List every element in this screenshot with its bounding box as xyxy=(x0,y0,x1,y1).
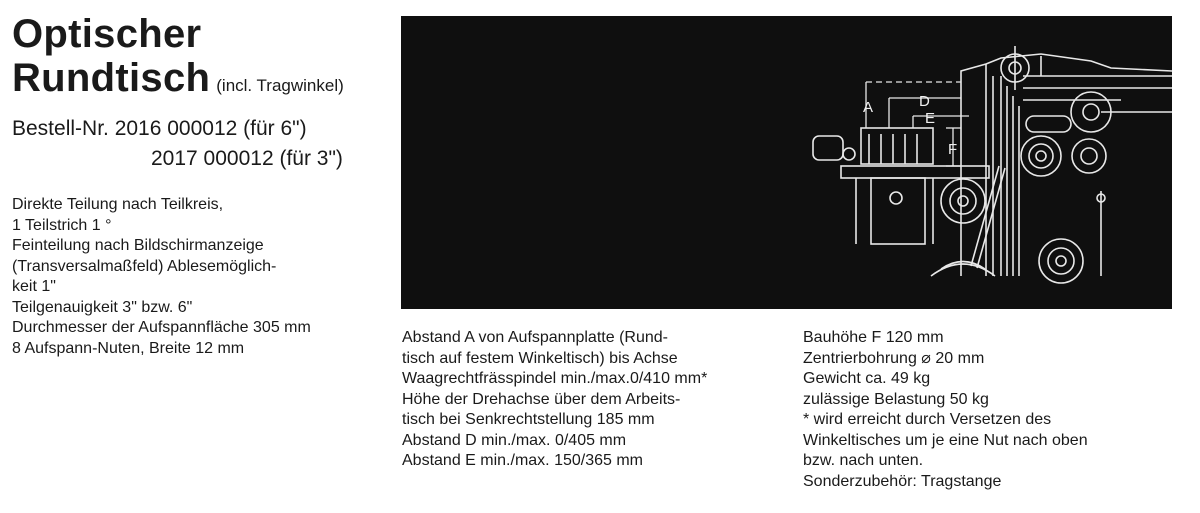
spec-line: Teilgenauigkeit 3" bzw. 6" xyxy=(12,298,193,316)
dimension-label-a: A xyxy=(863,99,874,116)
spec-line: Gewicht ca. 49 kg xyxy=(803,370,931,387)
spec-line: Bauhöhe F 120 mm xyxy=(803,329,944,346)
order-line-1: Bestell-Nr. 2016 000012 (für 6") xyxy=(12,117,307,140)
spec-line: * wird erreicht durch Versetzen des xyxy=(803,411,1052,428)
order-line-2: 2017 000012 (für 3") xyxy=(151,147,343,170)
spec-line: Waagrechtfrässpindel min./max.0/410 mm* xyxy=(402,370,708,387)
spec-column-2 xyxy=(402,328,707,472)
title-line-2 xyxy=(12,56,344,108)
title-main: Rundtisch xyxy=(12,56,211,100)
spec-column-1 xyxy=(12,195,311,359)
spec-line: 8 Aufspann-Nuten, Breite 12 mm xyxy=(12,339,245,357)
spec-line: Abstand D min./max. 0/405 mm xyxy=(402,431,627,449)
spec-line: bzw. nach unten. xyxy=(803,452,924,469)
spec-line: Sonderzubehör: Tragstange xyxy=(803,472,1002,490)
order-numbers xyxy=(12,114,343,174)
title-suffix: (incl. Tragwinkel) xyxy=(216,76,344,95)
spec-line: Zentrierbohrung ⌀ 20 mm xyxy=(803,349,985,367)
spec-line: zulässige Belastung 50 kg xyxy=(803,390,989,408)
machine-diagram xyxy=(401,16,1172,309)
spec-line: Abstand E min./max. 150/365 mm xyxy=(402,452,643,469)
spec-line: Feinteilung nach Bildschirmanzeige xyxy=(12,237,264,254)
spec-line: Höhe der Drehachse über dem Arbeits- xyxy=(402,390,681,408)
spec-line: tisch bei Senkrechtstellung 185 mm xyxy=(402,411,655,428)
spec-column-3 xyxy=(803,328,1088,492)
spec-line: Direkte Teilung nach Teilkreis, xyxy=(12,196,224,213)
spec-line: tisch auf festem Winkeltisch) bis Achse xyxy=(402,349,678,367)
spec-line: keit 1" xyxy=(12,278,56,295)
spec-line: Abstand A von Aufspannplatte (Rund- xyxy=(402,329,668,346)
spec-line: (Transversalmaßfeld) Ablesemöglich- xyxy=(12,257,277,275)
spec-line: Winkeltisches um je eine Nut nach oben xyxy=(803,431,1088,449)
dimension-label-d: D xyxy=(919,93,930,110)
title-line-1: Optischer xyxy=(12,12,202,56)
dimension-label-e: E xyxy=(925,110,936,127)
dimension-label-f: F xyxy=(948,141,958,158)
spec-line: 1 Teilstrich 1 ° xyxy=(12,216,112,234)
product-title xyxy=(12,12,344,108)
spec-line: Durchmesser der Aufspannfläche 305 mm xyxy=(12,319,311,336)
technical-drawing xyxy=(401,16,1172,309)
